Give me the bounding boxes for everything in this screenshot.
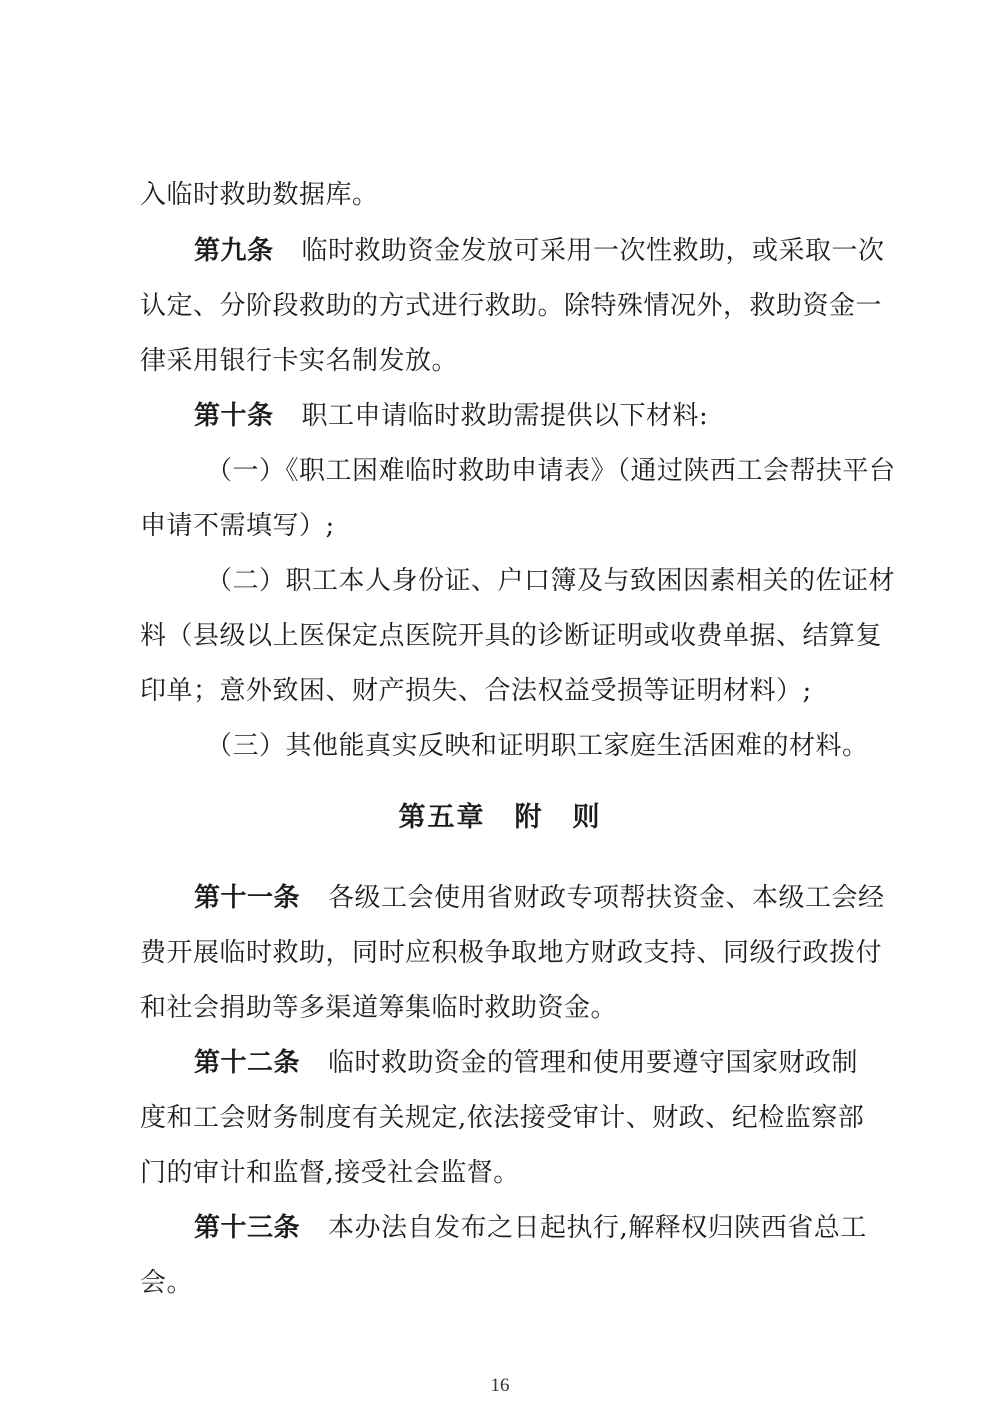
- text-line: 入临时救助数据库。: [140, 180, 379, 210]
- article-9-line: 第九条 临时救助资金发放可采用一次性救助，或采取一次: [194, 236, 885, 266]
- article-label: 第十二条: [194, 1048, 301, 1078]
- article-label: 第十条: [194, 401, 274, 431]
- text-line: 印单；意外致困、财产损失、合法权益受损等证明材料）;: [140, 676, 812, 706]
- article-label: 第十三条: [194, 1213, 301, 1243]
- article-10-line: 第十条 职工申请临时救助需提供以下材料:: [194, 401, 709, 431]
- chapter-heading: 第五章 附 则: [398, 802, 602, 833]
- list-item-2: （二）职工本人身份证、户口簿及与致困因素相关的佐证材: [206, 566, 896, 596]
- article-11-line: 第十一条 各级工会使用省财政专项帮扶资金、本级工会经: [194, 883, 885, 913]
- page-number: 16: [490, 1375, 510, 1396]
- article-label: 第九条: [194, 236, 274, 266]
- text-line: 律采用银行卡实名制发放。: [140, 346, 459, 376]
- article-13-line: 第十三条 本办法自发布之日起执行,解释权归陕西省总工: [194, 1213, 867, 1243]
- text-line: 会。: [140, 1268, 194, 1298]
- text-line: 和社会捐助等多渠道筹集临时救助资金。: [140, 993, 618, 1023]
- list-item-1: （一）《职工困难临时救助申请表》（通过陕西工会帮扶平台: [206, 456, 896, 486]
- list-item-3: （三）其他能真实反映和证明职工家庭生活困难的材料。: [206, 731, 869, 761]
- article-label: 第十一条: [194, 883, 301, 913]
- text-line: 费开展临时救助，同时应积极争取地方财政支持、同级行政拨付: [140, 938, 883, 968]
- text-line: 度和工会财务制度有关规定,依法接受审计、财政、纪检监察部: [140, 1103, 865, 1133]
- text-line: 认定、分阶段救助的方式进行救助。除特殊情况外，救助资金一: [140, 291, 883, 321]
- text-line: 料（县级以上医保定点医院开具的诊断证明或收费单据、结算复: [140, 621, 883, 651]
- text-line: 申请不需填写）;: [140, 511, 335, 541]
- article-12-line: 第十二条 临时救助资金的管理和使用要遵守国家财政制: [194, 1048, 859, 1078]
- text-line: 门的审计和监督,接受社会监督。: [140, 1158, 520, 1188]
